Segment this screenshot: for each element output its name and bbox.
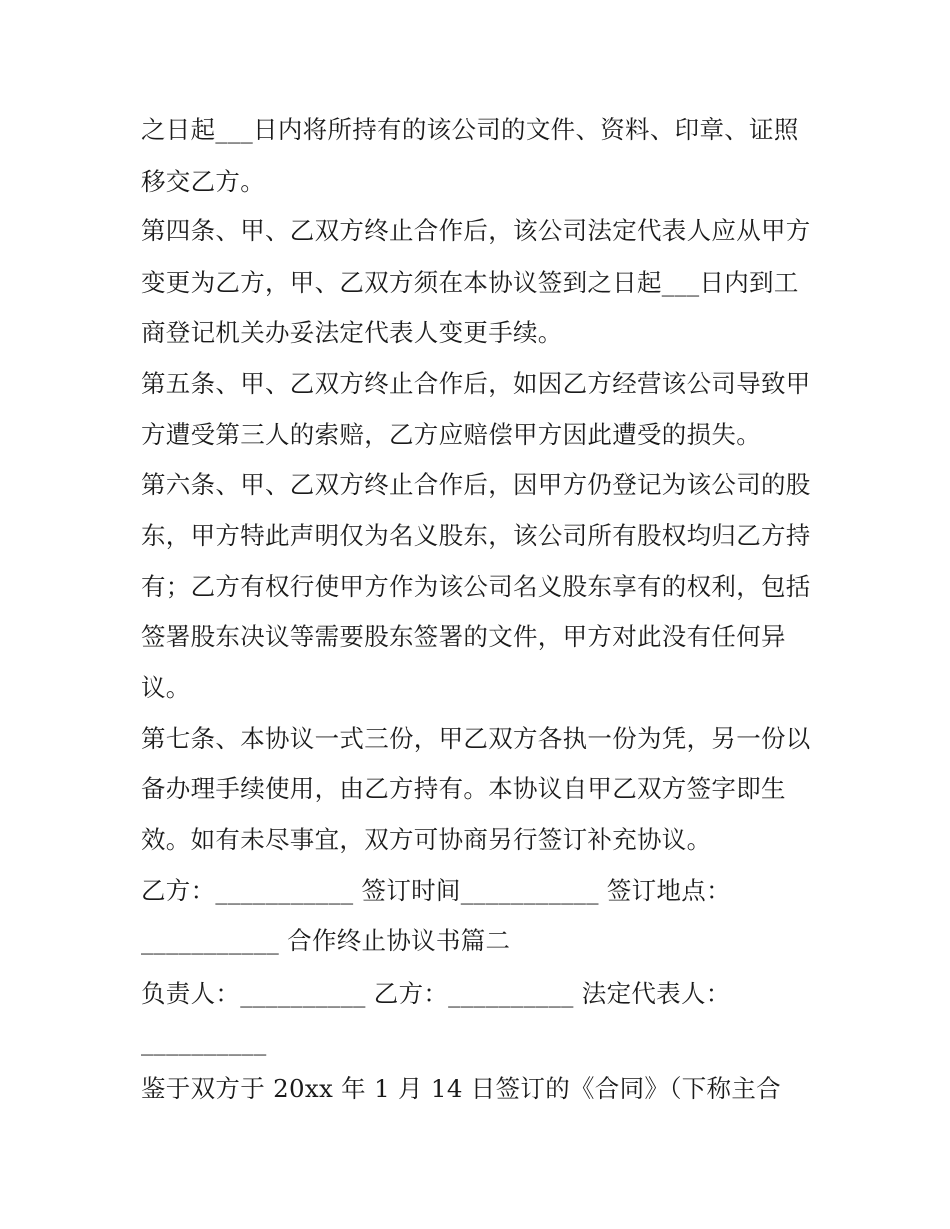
text-line: 方遭受第三人的索赔，乙方应赔偿甲方因此遭受的损失。 xyxy=(141,420,761,449)
text-line: 备办理手续使用，由乙方持有。本协议自甲乙双方签字即生 xyxy=(141,774,786,803)
text-line: 效。如有未尽事宜，双方可协商另行签订补充协议。 xyxy=(141,825,712,854)
text-line: 议。 xyxy=(141,673,191,702)
text-line: 商登记机关办妥法定代表人变更手续。 xyxy=(141,318,563,347)
signature-line: __________ xyxy=(141,1027,267,1056)
text-line: 第六条、甲、乙双方终止合作后，因甲方仍登记为该公司的股 xyxy=(141,470,811,499)
text-line: 有；乙方有权行使甲方作为该公司名义股东享有的权利，包括 xyxy=(141,572,811,601)
section-heading-line: ___________ 合作终止协议书篇二 xyxy=(141,926,511,955)
text-line: 移交乙方。 xyxy=(141,167,265,196)
text-line: 变更为乙方，甲、乙双方须在本协议签到之日起___日内到工 xyxy=(141,268,799,297)
text-line: 之日起___日内将所持有的该公司的文件、资料、印章、证照 xyxy=(141,115,799,144)
text-line: 第七条、本协议一式三份，甲乙双方各执一份为凭，另一份以 xyxy=(141,724,811,753)
text-line: 第四条、甲、乙双方终止合作后，该公司法定代表人应从甲方 xyxy=(141,216,811,245)
text-line: 东，甲方特此声明仅为名义股东，该公司所有股权均归乙方持 xyxy=(141,521,811,550)
signature-line: 乙方：___________ 签订时间___________ 签订地点： xyxy=(141,876,731,905)
text-line: 签署股东决议等需要股东签署的文件，甲方对此没有任何异 xyxy=(141,622,786,651)
text-line: 鉴于双方于 20xx 年 1 月 14 日签订的《合同》（下称主合 xyxy=(141,1074,781,1103)
signature-line: 负责人：__________ 乙方：__________ 法定代表人： xyxy=(141,979,731,1008)
text-line: 第五条、甲、乙双方终止合作后，如因乙方经营该公司导致甲 xyxy=(141,369,811,398)
